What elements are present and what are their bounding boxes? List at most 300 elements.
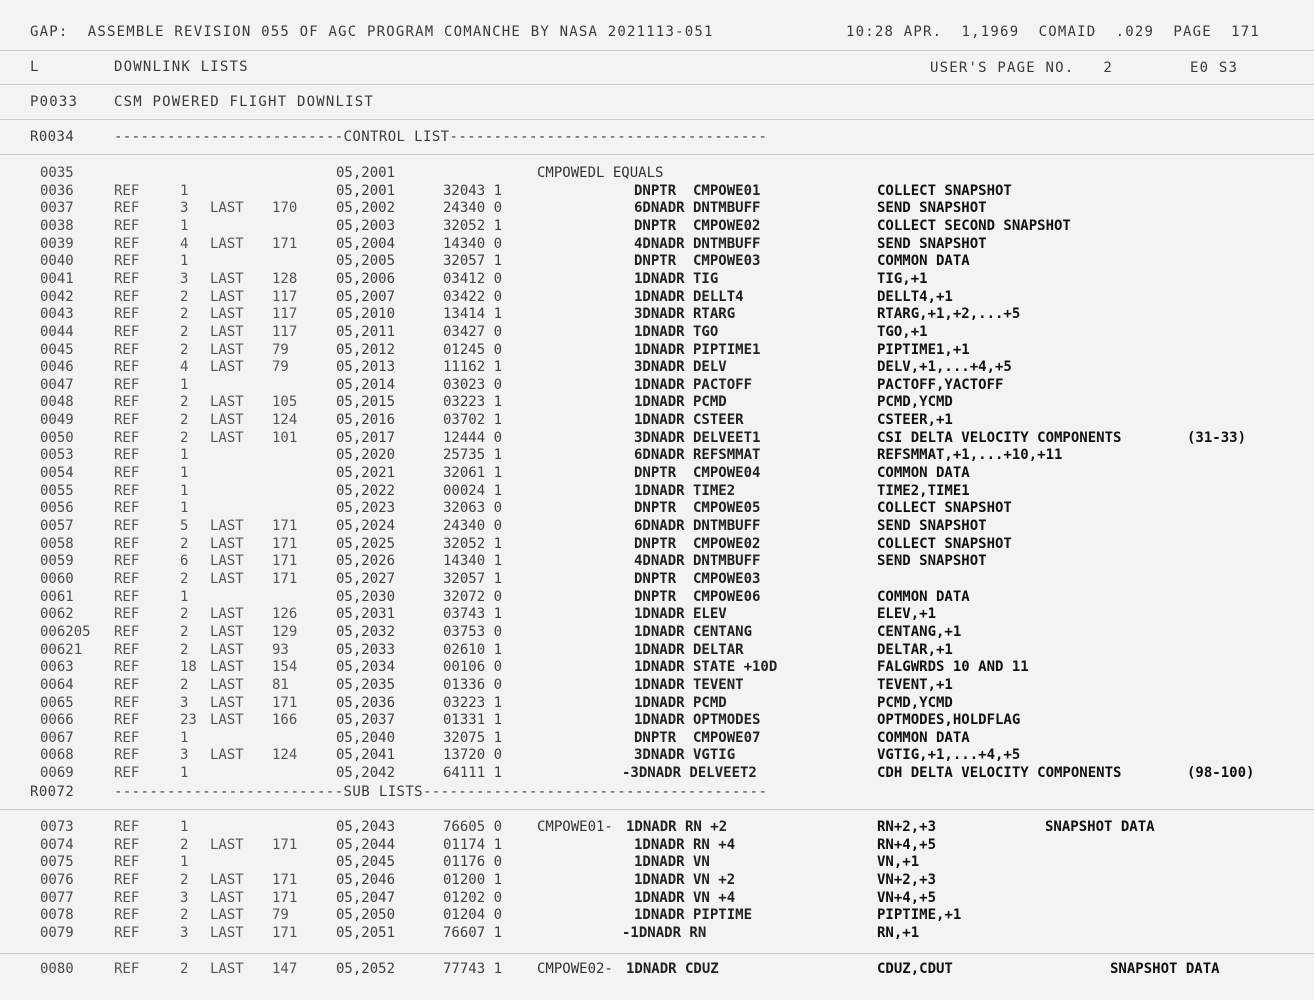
row-seq: 0056 — [40, 500, 74, 517]
row-instruction: 1DNADR TGO — [634, 323, 719, 340]
row-comment: VN+4,+5 — [877, 889, 937, 906]
row-comment: PCMD,YCMD — [877, 394, 953, 411]
row-count: 1 — [180, 465, 189, 482]
listing-row — [0, 323, 1314, 341]
row-last: LAST — [210, 235, 244, 252]
row-seq: 0064 — [40, 676, 74, 693]
row-comment: COMMON DATA — [877, 465, 970, 482]
row-octal: 03743 1 — [443, 606, 503, 623]
row-ref: REF — [114, 270, 140, 287]
row-instruction: 1DNADR TIME2 — [634, 482, 736, 499]
listing-row — [0, 658, 1314, 676]
row-address: 05,2003 — [336, 217, 396, 234]
row-comment: DELV,+1,...+4,+5 — [877, 359, 1012, 376]
rule-line — [0, 953, 1314, 954]
row-address: 05,2002 — [336, 200, 396, 217]
row-ref: REF — [114, 907, 140, 924]
row-instruction: DNPTR CMPOWE03 — [634, 253, 761, 270]
row-comment: DELLT4,+1 — [877, 288, 953, 305]
row-instruction: 4DNADR DNTMBUFF — [634, 235, 761, 252]
row-octal: 32072 0 — [443, 588, 503, 605]
row-seq: 0048 — [40, 394, 74, 411]
row-address: 05,2035 — [336, 676, 396, 693]
row-seq: 0067 — [40, 729, 74, 746]
row-octal: 32043 1 — [443, 182, 503, 199]
row-octal: 01204 0 — [443, 907, 503, 924]
listing-row — [0, 429, 1314, 447]
row-ref: REF — [114, 465, 140, 482]
sub-lists-seq: R0072 — [30, 784, 75, 800]
row-instruction: DNPTR CMPOWE01 — [634, 182, 761, 199]
listing-row — [0, 605, 1314, 623]
row-last-number: 171 — [272, 518, 298, 534]
row-ref: REF — [114, 570, 140, 587]
rule-line — [0, 809, 1314, 810]
row-count: 1 — [180, 182, 189, 199]
listing-row — [0, 411, 1314, 429]
row-address: 05,2017 — [336, 429, 396, 446]
row-count: 2 — [180, 676, 189, 693]
row-octal: 76605 0 — [443, 819, 503, 835]
row-instruction: 1DNADR VN +2 — [634, 871, 736, 888]
listing-row — [0, 446, 1314, 464]
row-comment: RN+4,+5 — [877, 836, 937, 853]
row-address: 05,2014 — [336, 376, 396, 393]
row-comment: TIG,+1 — [877, 270, 928, 287]
row-seq: 0038 — [40, 217, 74, 234]
row-last: LAST — [210, 288, 244, 305]
row-last: LAST — [210, 907, 244, 924]
row-count: 18 — [180, 659, 197, 676]
listing-row — [0, 358, 1314, 376]
row-last: LAST — [210, 518, 244, 534]
row-ref: REF — [114, 518, 140, 534]
row-ref: REF — [114, 412, 140, 429]
row-comment: TIME2,TIME1 — [877, 482, 970, 499]
row-ref: REF — [114, 729, 140, 746]
row-last-number: 124 — [272, 747, 298, 764]
row-comment: CDUZ,CDUT — [877, 961, 953, 977]
row-instruction: 3DNADR RTARG — [634, 306, 736, 323]
row-ref: REF — [114, 836, 140, 853]
row-last-number: 117 — [272, 306, 298, 323]
row-comment: COLLECT SNAPSHOT — [877, 182, 1012, 199]
listing-row — [0, 623, 1314, 641]
row-last-number: 117 — [272, 323, 298, 340]
row-address: 05,2032 — [336, 623, 396, 640]
row-last-number: 129 — [272, 623, 298, 640]
row-seq: 0057 — [40, 518, 74, 534]
row-seq: 0061 — [40, 588, 74, 605]
row-count: 3 — [180, 924, 189, 941]
row-last: LAST — [210, 889, 244, 906]
row-last-number: 147 — [272, 961, 298, 977]
row-last-number: 93 — [272, 641, 289, 658]
row-address: 05,2025 — [336, 535, 396, 552]
listing-row — [0, 482, 1314, 500]
row-octal: 01202 0 — [443, 889, 503, 906]
row-last-number: 126 — [272, 606, 298, 623]
row-tail: (98-100) — [1187, 765, 1255, 782]
rule-line — [0, 119, 1314, 120]
row-comment: PACTOFF,YACTOFF — [877, 376, 1004, 393]
row-last-number: 171 — [272, 235, 298, 252]
row-octal: 03023 0 — [443, 376, 503, 393]
row-instruction: 1DNADR RN +2 — [626, 819, 728, 835]
row-ref: REF — [114, 961, 140, 977]
row-address: 05,2001 — [336, 182, 396, 199]
row-instruction: 1DNADR PACTOFF — [634, 376, 753, 393]
row-count: 1 — [180, 253, 189, 270]
row-octal: 32075 1 — [443, 729, 503, 746]
row-ref: REF — [114, 712, 140, 729]
row-last: LAST — [210, 836, 244, 853]
row-address: 05,2012 — [336, 341, 396, 358]
row-comment: TGO,+1 — [877, 323, 928, 340]
row-count: 1 — [180, 854, 189, 871]
row-count: 2 — [180, 306, 189, 323]
row-seq: 0060 — [40, 570, 74, 587]
row-address: 05,2037 — [336, 712, 396, 729]
row-instruction: 3DNADR DELV — [634, 359, 727, 376]
row-instruction: 1DNADR CDUZ — [626, 961, 719, 977]
row-octal: 02610 1 — [443, 641, 503, 658]
row-count: 2 — [180, 394, 189, 411]
row-address: 05,2046 — [336, 871, 396, 888]
row-comment: CSTEER,+1 — [877, 412, 953, 429]
row-last: LAST — [210, 961, 244, 977]
row-last: LAST — [210, 270, 244, 287]
listing-row — [0, 376, 1314, 394]
row-comment: COLLECT SNAPSHOT — [877, 535, 1012, 552]
row-comment: COMMON DATA — [877, 588, 970, 605]
row-octal: 03753 0 — [443, 623, 503, 640]
row-last: LAST — [210, 712, 244, 729]
listing-row — [0, 924, 1314, 942]
row-ref: REF — [114, 200, 140, 217]
control-list-seq: R0034 — [30, 129, 75, 145]
row-seq: 0035 — [40, 165, 74, 181]
row-octal: 01174 1 — [443, 836, 503, 853]
row-octal: 11162 1 — [443, 359, 503, 376]
row-instruction: DNPTR CMPOWE03 — [634, 570, 761, 587]
row-octal: 32057 1 — [443, 253, 503, 270]
listing-row — [0, 235, 1314, 253]
row-octal: 64111 1 — [443, 765, 503, 782]
row-address: 05,2040 — [336, 729, 396, 746]
row-ref: REF — [114, 588, 140, 605]
row-last: LAST — [210, 641, 244, 658]
row-instruction: 1DNADR PIPTIME1 — [634, 341, 761, 358]
listing-row — [0, 393, 1314, 411]
row-seq: 0077 — [40, 889, 74, 906]
row-seq: 0054 — [40, 465, 74, 482]
row-seq: 006205 — [40, 623, 91, 640]
row-count: 2 — [180, 429, 189, 446]
row-instruction: 1DNADR STATE +10D — [634, 659, 778, 676]
row-address: 05,2013 — [336, 359, 396, 376]
row-count: 4 — [180, 235, 189, 252]
row-count: 2 — [180, 836, 189, 853]
section-title: DOWNLINK LISTS — [114, 59, 249, 75]
row-comment: FALGWRDS 10 AND 11 — [877, 659, 1029, 676]
row-ref: REF — [114, 341, 140, 358]
row-octal: 32061 1 — [443, 465, 503, 482]
listing-row — [0, 182, 1314, 200]
row-comment: CDH DELTA VELOCITY COMPONENTS — [877, 765, 1122, 782]
row-instruction: DNPTR CMPOWE02 — [634, 535, 761, 552]
listing-row — [0, 570, 1314, 588]
row-octal: 14340 1 — [443, 553, 503, 570]
row-ref: REF — [114, 500, 140, 517]
row-comment: VN,+1 — [877, 854, 920, 871]
section-marker: L — [30, 59, 40, 75]
row-ref: REF — [114, 429, 140, 446]
row-comment: DELTAR,+1 — [877, 641, 953, 658]
row-count: 3 — [180, 889, 189, 906]
row-ref: REF — [114, 606, 140, 623]
row-address: 05,2010 — [336, 306, 396, 323]
row-seq: 0059 — [40, 553, 74, 570]
row-seq: 0043 — [40, 306, 74, 323]
row-last: LAST — [210, 341, 244, 358]
row-instruction: 1DNADR TIG — [634, 270, 719, 287]
listing-row — [0, 960, 1314, 978]
user-page-number: USER'S PAGE NO. 2 E0 S3 — [930, 60, 1239, 76]
row-last-number: 170 — [272, 200, 298, 217]
listing-row — [0, 199, 1314, 217]
row-address: 05,2033 — [336, 641, 396, 658]
row-ref: REF — [114, 819, 140, 835]
row-last: LAST — [210, 747, 244, 764]
row-instruction: 1DNADR TEVENT — [634, 676, 744, 693]
row-instruction: 1DNADR OPTMODES — [634, 712, 761, 729]
row-comment: SEND SNAPSHOT — [877, 200, 987, 217]
row-instruction: 1DNADR DELLT4 — [634, 288, 744, 305]
row-ref: REF — [114, 765, 140, 782]
row-comment: COLLECT SECOND SNAPSHOT — [877, 217, 1071, 234]
row-ref: REF — [114, 182, 140, 199]
row-instruction: -1DNADR RN — [622, 924, 707, 941]
row-comment: SEND SNAPSHOT — [877, 235, 987, 252]
row-octal: 32052 1 — [443, 217, 503, 234]
listing-row — [0, 818, 1314, 836]
row-last: LAST — [210, 535, 244, 552]
row-instruction: 3DNADR VGTIG — [634, 747, 736, 764]
row-label: CMPOWE02- — [537, 961, 613, 977]
row-count: 1 — [180, 765, 189, 782]
row-instruction: DNPTR CMPOWE05 — [634, 500, 761, 517]
row-address: 05,2020 — [336, 447, 396, 464]
row-ref: REF — [114, 641, 140, 658]
row-comment: RTARG,+1,+2,...+5 — [877, 306, 1021, 323]
row-seq: 0065 — [40, 694, 74, 711]
row-last: LAST — [210, 200, 244, 217]
row-last-number: 171 — [272, 836, 298, 853]
row-count: 2 — [180, 535, 189, 552]
row-last: LAST — [210, 623, 244, 640]
row-count: 1 — [180, 588, 189, 605]
row-address: 05,2004 — [336, 235, 396, 252]
row-ref: REF — [114, 359, 140, 376]
listing-row — [0, 552, 1314, 570]
row-octal: 24340 0 — [443, 518, 503, 534]
row-count: 2 — [180, 961, 189, 977]
row-last-number: 171 — [272, 570, 298, 587]
row-count: 3 — [180, 270, 189, 287]
row-ref: REF — [114, 871, 140, 888]
row-seq: 0073 — [40, 819, 74, 835]
row-count: 2 — [180, 623, 189, 640]
row-seq: 0050 — [40, 429, 74, 446]
row-count: 2 — [180, 341, 189, 358]
row-count: 5 — [180, 518, 189, 534]
row-address: 05,2023 — [336, 500, 396, 517]
row-comment: SEND SNAPSHOT — [877, 518, 987, 534]
row-count: 2 — [180, 641, 189, 658]
row-last-number: 171 — [272, 924, 298, 941]
row-seq: 0042 — [40, 288, 74, 305]
row-address: 05,2034 — [336, 659, 396, 676]
listing-row — [0, 588, 1314, 606]
row-instruction: 6DNADR DNTMBUFF — [634, 200, 761, 217]
row-last-number: 79 — [272, 341, 289, 358]
row-comment: CENTANG,+1 — [877, 623, 962, 640]
row-last: LAST — [210, 394, 244, 411]
row-seq: 0045 — [40, 341, 74, 358]
row-ref: REF — [114, 659, 140, 676]
listing-row — [0, 711, 1314, 729]
row-address: 05,2006 — [336, 270, 396, 287]
row-last-number: 171 — [272, 694, 298, 711]
row-address: 05,2027 — [336, 570, 396, 587]
row-instruction: 1DNADR DELTAR — [634, 641, 744, 658]
row-count: 4 — [180, 359, 189, 376]
row-last-number: 128 — [272, 270, 298, 287]
row-octal: 03412 0 — [443, 270, 503, 287]
row-comment: PIPTIME,+1 — [877, 907, 962, 924]
row-instruction: 4DNADR DNTMBUFF — [634, 553, 761, 570]
row-comment: COMMON DATA — [877, 729, 970, 746]
row-count: 3 — [180, 694, 189, 711]
row-count: 1 — [180, 447, 189, 464]
row-count: 1 — [180, 482, 189, 499]
row-count: 1 — [180, 217, 189, 234]
row-last: LAST — [210, 871, 244, 888]
row-ref: REF — [114, 323, 140, 340]
row-ref: REF — [114, 553, 140, 570]
row-address: 05,2022 — [336, 482, 396, 499]
row-instruction: 1DNADR PCMD — [634, 394, 727, 411]
row-instruction: -3DNADR DELVEET2 — [622, 765, 757, 782]
row-address: 05,2030 — [336, 588, 396, 605]
row-comment: ELEV,+1 — [877, 606, 937, 623]
row-address: 05,2011 — [336, 323, 396, 340]
row-comment: OPTMODES,HOLDFLAG — [877, 712, 1021, 729]
row-last-number: 171 — [272, 535, 298, 552]
rule-line — [0, 154, 1314, 155]
row-octal: 03223 1 — [443, 694, 503, 711]
row-seq: 0076 — [40, 871, 74, 888]
listing-row — [0, 464, 1314, 482]
row-last: LAST — [210, 570, 244, 587]
row-count: 1 — [180, 819, 189, 835]
listing-row — [0, 694, 1314, 712]
listing-row — [0, 871, 1314, 889]
row-octal: 32057 1 — [443, 570, 503, 587]
row-count: 2 — [180, 412, 189, 429]
row-seq: 00621 — [40, 641, 83, 658]
row-address: 05,2041 — [336, 747, 396, 764]
row-octal: 76607 1 — [443, 924, 503, 941]
row-comment: REFSMMAT,+1,...+10,+11 — [877, 447, 1063, 464]
row-last: LAST — [210, 429, 244, 446]
row-last-number: 124 — [272, 412, 298, 429]
row-instruction: 3DNADR DELVEET1 — [634, 429, 761, 446]
row-address: 05,2031 — [336, 606, 396, 623]
row-last: LAST — [210, 924, 244, 941]
row-ref: REF — [114, 482, 140, 499]
row-ref: REF — [114, 889, 140, 906]
row-octal: 01336 0 — [443, 676, 503, 693]
row-ref: REF — [114, 854, 140, 871]
row-seq: 0039 — [40, 235, 74, 252]
row-count: 2 — [180, 288, 189, 305]
row-comment: VN+2,+3 — [877, 871, 937, 888]
row-count: 1 — [180, 729, 189, 746]
row-address: 05,2052 — [336, 961, 396, 977]
row-seq: 0046 — [40, 359, 74, 376]
row-ref: REF — [114, 535, 140, 552]
row-count: 6 — [180, 553, 189, 570]
row-ref: REF — [114, 394, 140, 411]
row-instruction: DNPTR CMPOWE07 — [634, 729, 761, 746]
row-address: 05,2026 — [336, 553, 396, 570]
row-comment: VGTIG,+1,...+4,+5 — [877, 747, 1021, 764]
row-address: 05,2045 — [336, 854, 396, 871]
listing-row — [0, 517, 1314, 535]
row-seq: 0036 — [40, 182, 74, 199]
downlist-title: CSM POWERED FLIGHT DOWNLIST — [114, 94, 374, 110]
row-last-number: 79 — [272, 907, 289, 924]
row-count: 1 — [180, 376, 189, 393]
row-address: 05,2015 — [336, 394, 396, 411]
row-tail: (31-33) — [1187, 429, 1247, 446]
row-seq: 0041 — [40, 270, 74, 287]
listing-row — [0, 252, 1314, 270]
row-instruction: 1DNADR RN +4 — [634, 836, 736, 853]
row-address: 05,2005 — [336, 253, 396, 270]
row-comment: RN,+1 — [877, 924, 920, 941]
listing-row — [0, 305, 1314, 323]
row-count: 2 — [180, 323, 189, 340]
row-seq: 0049 — [40, 412, 74, 429]
row-instruction: DNPTR CMPOWE06 — [634, 588, 761, 605]
row-octal: 77743 1 — [443, 961, 503, 977]
listing-row — [0, 164, 1314, 182]
row-ref: REF — [114, 447, 140, 464]
row-count: 1 — [180, 500, 189, 517]
row-octal: 24340 0 — [443, 200, 503, 217]
control-list-divider: --------------------------CONTROL LIST------------------------------------ — [114, 129, 768, 145]
row-last-number: 101 — [272, 429, 298, 446]
row-seq: 0074 — [40, 836, 74, 853]
listing-title: GAP: ASSEMBLE REVISION 055 OF AGC PROGRAM COMANCHE BY NASA 2021113-051 — [30, 24, 714, 40]
row-count: 2 — [180, 871, 189, 888]
row-seq: 0040 — [40, 253, 74, 270]
row-address: 05,2051 — [336, 924, 396, 941]
row-octal: 32052 1 — [443, 535, 503, 552]
